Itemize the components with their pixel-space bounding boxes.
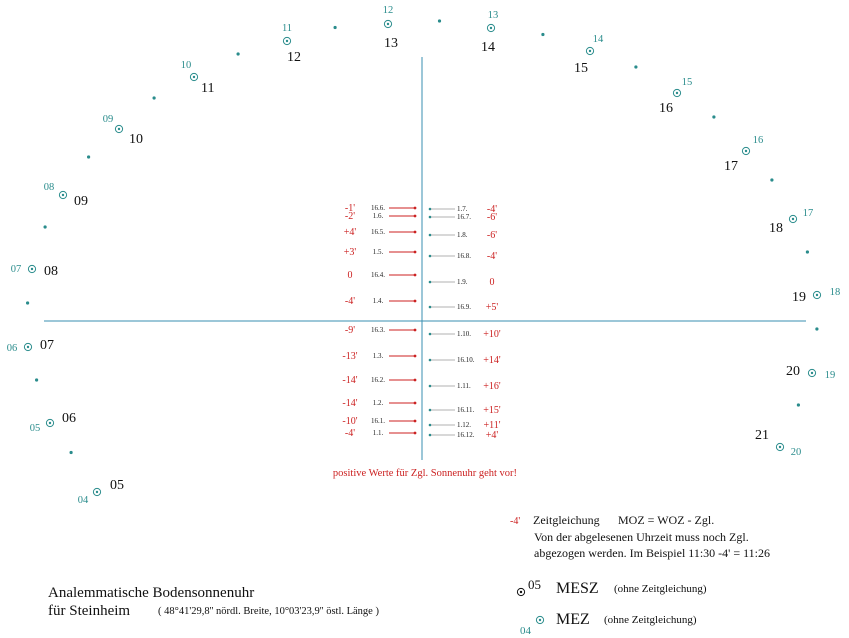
mez-hour-label: 11: [281, 23, 293, 34]
title-line1: Analemmatische Bodensonnenuhr: [48, 585, 255, 601]
right-date-dot: [429, 306, 432, 309]
mez-hour-label: 16: [752, 135, 764, 146]
left-date-label: 16.1.: [371, 417, 385, 425]
mez-hour-label: 05: [29, 423, 41, 434]
half-hour-dot: [797, 403, 800, 406]
mesz-hour-label: 18: [769, 221, 783, 236]
mez-hour-label: 14: [592, 34, 604, 45]
mesz-legend-marker: [517, 588, 524, 595]
right-date-eq: +4': [485, 430, 499, 441]
mesz-hour-label: 11: [201, 81, 215, 96]
mez-hour-label: 13: [487, 10, 499, 21]
left-date-eq: 0: [347, 270, 353, 281]
left-date-label: 1.4.: [372, 297, 384, 305]
left-date-label: 1.6.: [372, 212, 384, 220]
mesz-hour-label: 21: [755, 428, 769, 443]
left-date-eq: -1': [344, 203, 356, 214]
left-date-eq: -14': [342, 398, 358, 409]
right-date-label: 16.7.: [457, 213, 471, 221]
half-hour-dot: [806, 250, 809, 253]
left-date-dot: [414, 329, 417, 332]
mez-hour-marker: [93, 488, 100, 495]
right-date-dot: [429, 281, 432, 284]
title-line2: für Steinheim: [48, 603, 131, 619]
mesz-hour-label: 10: [129, 132, 143, 147]
mesz-hour-label: 12: [287, 50, 301, 65]
mez-hour-marker: [46, 419, 53, 426]
left-date-label: 16.6.: [371, 204, 385, 212]
left-date-label: 16.4.: [371, 271, 385, 279]
left-date-dot: [414, 379, 417, 382]
left-date-dot: [414, 402, 417, 405]
legend-mez-num: 04: [520, 625, 531, 637]
left-date-eq: -2': [344, 211, 356, 222]
mez-hour-marker: [59, 191, 66, 198]
mez-hour-marker: [24, 343, 31, 350]
mez-hour-marker: [808, 369, 815, 376]
left-date-dot: [414, 207, 417, 210]
mez-hour-label: 04: [77, 495, 89, 506]
mesz-hour-label: 16: [659, 101, 673, 116]
mez-hour-marker: [586, 47, 593, 54]
right-date-label: 16.12.: [457, 431, 475, 439]
right-date-label: 1.7.: [457, 205, 468, 213]
left-date-eq: +4': [343, 227, 357, 238]
right-date-eq: -6': [486, 212, 498, 223]
mez-hour-marker: [776, 443, 783, 450]
mesz-hour-label: 06: [62, 411, 76, 426]
half-hour-dot: [334, 26, 337, 29]
left-date-dot: [414, 251, 417, 254]
right-date-label: 1.11.: [457, 382, 471, 390]
mez-hour-label: 17: [802, 208, 814, 219]
right-date-label: 16.9.: [457, 303, 471, 311]
right-date-dot: [429, 359, 432, 362]
half-hour-dot: [712, 115, 715, 118]
right-date-dot: [429, 409, 432, 412]
mez-hour-label: 07: [10, 264, 22, 275]
right-date-eq: +5': [485, 302, 499, 313]
half-hour-dot: [70, 451, 73, 454]
half-hour-dot: [770, 178, 773, 181]
legend-mesz-label: MESZ: [556, 580, 599, 597]
right-date-eq: +10': [483, 329, 501, 340]
mesz-hour-label: 08: [44, 264, 58, 279]
right-date-label: 16.11.: [457, 406, 475, 414]
left-date-dot: [414, 215, 417, 218]
right-date-eq: +14': [483, 355, 501, 366]
half-hour-dot: [153, 96, 156, 99]
half-hour-dot: [541, 33, 544, 36]
mesz-hour-label: 17: [724, 159, 738, 174]
mesz-hour-label: 13: [384, 36, 398, 51]
mez-hour-marker: [190, 73, 197, 80]
right-date-eq: -4': [486, 204, 498, 215]
mesz-hour-label: 15: [574, 61, 588, 76]
right-date-label: 16.10.: [457, 356, 475, 364]
left-date-dot: [414, 274, 417, 277]
left-date-label: 16.2.: [371, 376, 385, 384]
mez-hour-label: 10: [180, 60, 192, 71]
mesz-hour-label: 07: [40, 338, 54, 353]
legend-mesz-num: 05: [528, 577, 541, 592]
legend-line3: abgezogen werden. Im Beispiel 11:30 -4' = 11:26: [534, 546, 770, 560]
half-hour-dot: [26, 301, 29, 304]
right-date-label: 1.10.: [457, 330, 471, 338]
left-date-label: 1.1.: [372, 429, 384, 437]
half-hour-dot: [815, 327, 818, 330]
mez-hour-label: 20: [790, 447, 802, 458]
right-date-eq: -6': [486, 230, 498, 241]
left-date-dot: [414, 432, 417, 435]
legend-eq-label: Zeitgleichung: [533, 513, 600, 527]
right-date-dot: [429, 208, 432, 211]
legend: [48, 468, 770, 637]
left-date-dot: [414, 355, 417, 358]
mez-hour-marker: [487, 24, 494, 31]
half-hour-dot: [44, 225, 47, 228]
right-date-dot: [429, 216, 432, 219]
right-date-label: 1.12.: [457, 421, 471, 429]
right-date-dot: [429, 234, 432, 237]
mez-hour-label: 18: [829, 287, 841, 298]
mesz-hour-label: 20: [786, 364, 800, 379]
title-coords: ( 48°41'29,8'' nördl. Breite, 10°03'23,9'' östl. Länge ): [158, 606, 379, 617]
mez-hour-marker: [742, 147, 749, 154]
left-date-eq: -9': [344, 325, 356, 336]
legend-eq-sample: -4': [510, 516, 521, 527]
mez-hour-label: 19: [824, 370, 836, 381]
legend-mez-note: (ohne Zeitgleichung): [604, 614, 697, 626]
right-date-dot: [429, 385, 432, 388]
mesz-hour-label: 14: [481, 40, 495, 55]
mez-hour-marker: [789, 215, 796, 222]
mez-hour-label: 12: [382, 5, 394, 16]
legend-mez-label: MEZ: [556, 611, 590, 628]
left-date-eq: -14': [342, 375, 358, 386]
right-date-eq: +16': [483, 381, 501, 392]
legend-line2: Von der abgelesenen Uhrzeit muss noch Zgl.: [534, 530, 749, 544]
left-date-eq: +3': [343, 247, 357, 258]
mez-hour-marker: [673, 89, 680, 96]
mez-hour-marker: [813, 291, 820, 298]
mez-hour-label: 15: [681, 77, 693, 88]
half-hour-dot: [237, 52, 240, 55]
left-date-dot: [414, 420, 417, 423]
legend-formula: MOZ = WOZ - Zgl.: [618, 513, 715, 527]
left-date-eq: -4': [344, 296, 356, 307]
right-date-label: 1.8.: [457, 231, 468, 239]
left-date-eq: -10': [342, 416, 358, 427]
right-date-dot: [429, 434, 432, 437]
mez-hour-label: 06: [6, 343, 18, 354]
right-date-label: 1.9.: [457, 278, 468, 286]
half-hour-dot: [35, 378, 38, 381]
mez-hour-marker: [283, 37, 290, 44]
mez-legend-marker: [536, 616, 543, 623]
mez-hour-label: 08: [43, 182, 55, 193]
left-date-label: 1.5.: [372, 248, 384, 256]
right-date-eq: 0: [489, 277, 495, 288]
right-date-eq: +11': [483, 420, 501, 431]
left-date-eq: -13': [342, 351, 358, 362]
legend-mesz-note: (ohne Zeitgleichung): [614, 583, 707, 595]
half-hour-dot: [438, 19, 441, 22]
right-date-eq: -4': [486, 251, 498, 262]
hour-markers: [7, 5, 841, 506]
left-date-label: 1.2.: [372, 399, 384, 407]
left-date-dot: [414, 300, 417, 303]
mesz-hour-label: 19: [792, 290, 806, 305]
half-hour-dot: [634, 65, 637, 68]
positive-values-note: positive Werte für Zgl. Sonnenuhr geht vor!: [332, 468, 518, 479]
right-date-dot: [429, 424, 432, 427]
mez-hour-label: 09: [102, 114, 114, 125]
right-date-dot: [429, 255, 432, 258]
mesz-hour-label: 09: [74, 194, 88, 209]
half-hour-dot: [87, 155, 90, 158]
left-date-label: 16.5.: [371, 228, 385, 236]
left-date-dot: [414, 231, 417, 234]
right-date-eq: +15': [483, 405, 501, 416]
mez-hour-marker: [28, 265, 35, 272]
left-date-label: 16.3.: [371, 326, 385, 334]
left-date-eq: -4': [344, 428, 356, 439]
right-date-dot: [429, 333, 432, 336]
left-date-label: 1.3.: [372, 352, 384, 360]
mesz-hour-label: 05: [110, 478, 124, 493]
mez-hour-marker: [115, 125, 122, 132]
mez-hour-marker: [384, 20, 391, 27]
right-date-label: 16.8.: [457, 252, 471, 260]
